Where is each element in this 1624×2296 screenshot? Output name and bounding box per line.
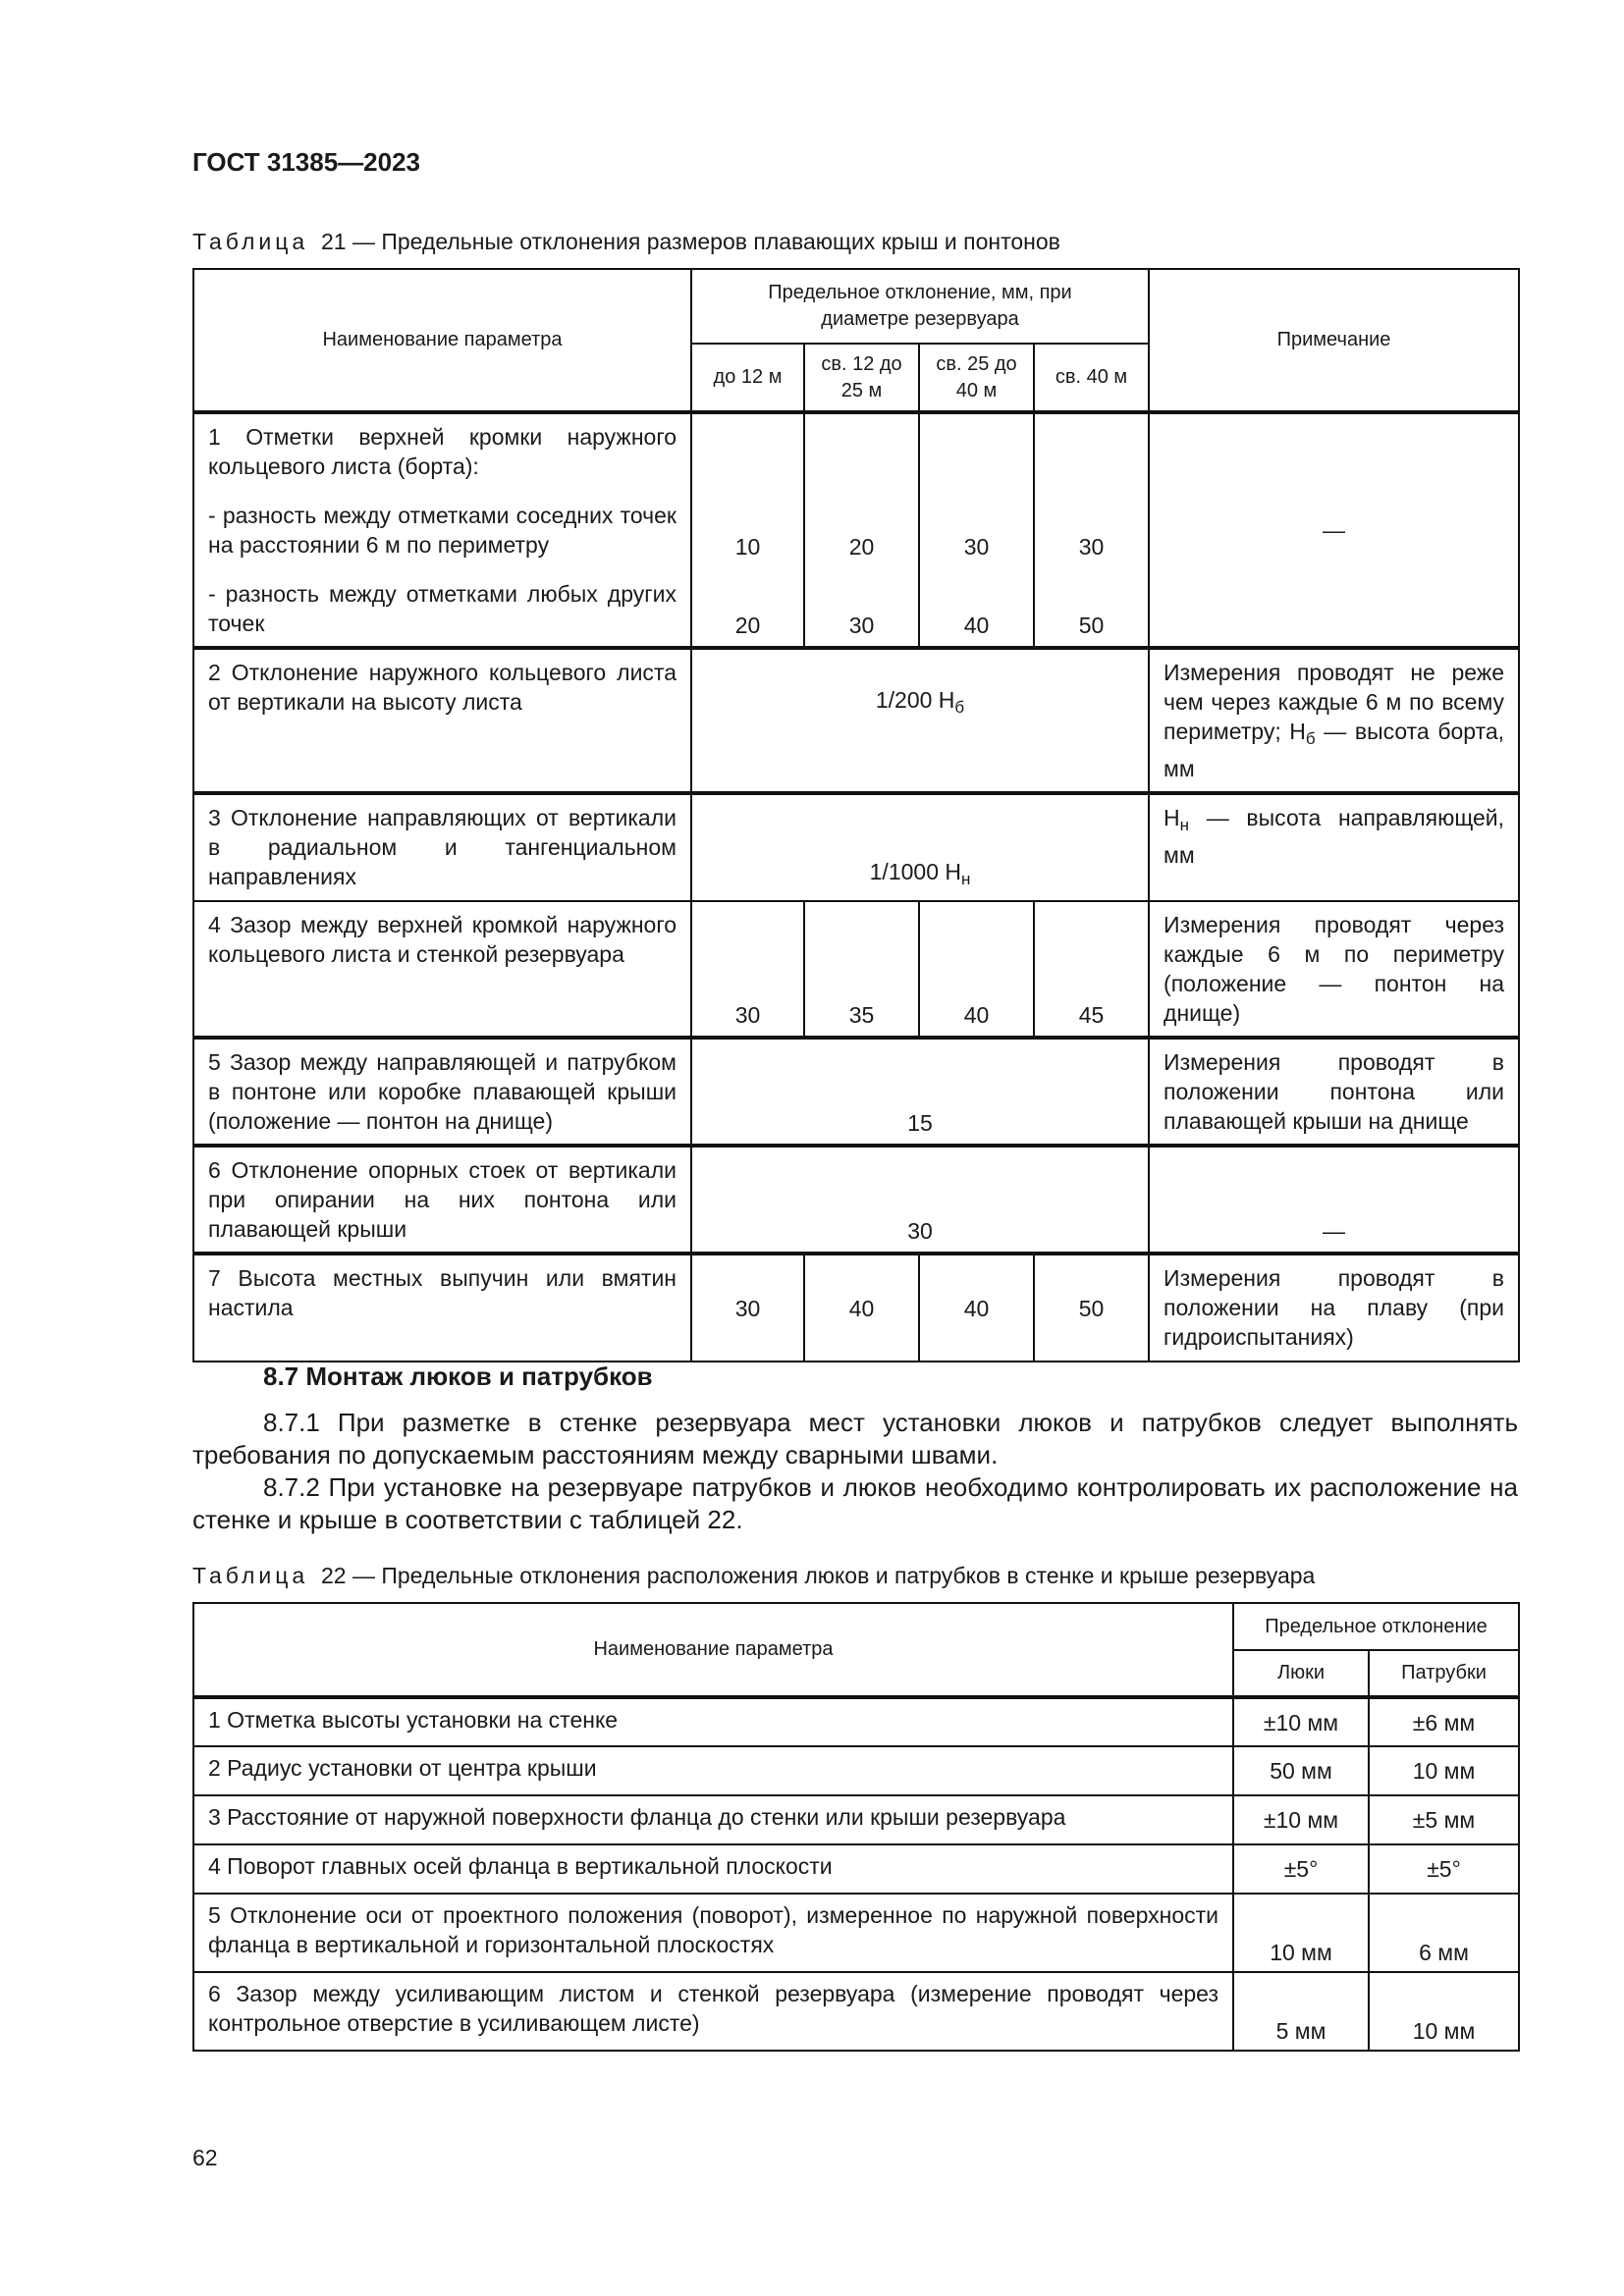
- page-number: 62: [192, 2145, 218, 2170]
- t22-header-name: Наименование параметра: [193, 1603, 1233, 1697]
- t21-header-deviation: Предельное отклонение, мм, при диаметре резервуара: [691, 269, 1149, 344]
- t21-row6-value: 30: [691, 1146, 1149, 1254]
- t21-row1-note: —: [1149, 412, 1519, 648]
- t21-row4-col3: 40: [919, 901, 1034, 1038]
- table-row: [193, 1972, 1519, 2051]
- t21-header-note: Примечание: [1149, 269, 1519, 412]
- t21-row1-col2: 20 30: [804, 412, 919, 648]
- t22-row6-hatches: 5 мм: [1233, 1972, 1369, 2051]
- t21-row3-value: 1/1000 $H_н$: [691, 793, 1149, 901]
- t21-row4-text: 4 Зазор между верхней кромкой наружного кольцевого листа и стенкой резервуара: [193, 901, 691, 1038]
- table-row: [193, 1254, 1519, 1362]
- t22-row6-nozzles: 10 мм: [1369, 1972, 1519, 2051]
- t22-row6-text: 6 Зазор между усиливающим листом и стенкой резервуара (измерение проводят через контрольное отверстие в усиливающем листе): [193, 1972, 1233, 2051]
- t22-header-nozzles: Патрубки: [1369, 1650, 1519, 1697]
- t22-row2-text: 2 Радиус установки от центра крыши: [193, 1746, 1233, 1795]
- t21-row7-col1: 30: [691, 1254, 804, 1362]
- t21-row2-note: Измерения проводят не реже чем через каждые 6 м по всему периметру; $H_б$ — высота борта, мм: [1149, 648, 1519, 793]
- t21-row3-note: $H_н$ — высота направляющей, мм: [1149, 793, 1519, 901]
- t21-row1a-text: - разность между отметками соседних точек на расстоянии 6 м по периметру: [208, 503, 677, 558]
- table-21: [192, 268, 1520, 1362]
- t21-row1b-text: - разность между отметками любых других точек: [208, 581, 677, 636]
- table21-caption-label: Таблица: [192, 229, 309, 254]
- t21-row3-text: 3 Отклонение направляющих от вертикали в радиальном и тангенциальном направлениях: [193, 793, 691, 901]
- t22-header-deviation: Предельное отклонение: [1233, 1603, 1519, 1650]
- t21-row5-text: 5 Зазор между направляющей и патрубком в понтоне или коробке плавающей крыши (положение — понтон на днище): [193, 1038, 691, 1146]
- t22-row5-text: 5 Отклонение оси от проектного положения (поворот), измеренное по наружной поверхности фланца в вертикальной и горизонтальной плоскостях: [193, 1894, 1233, 1972]
- t21-row7-col4: 50: [1034, 1254, 1149, 1362]
- t22-row2-nozzles: 10 мм: [1369, 1746, 1519, 1795]
- t21-row7-col3: 40: [919, 1254, 1034, 1362]
- t22-row1-text: 1 Отметка высоты установки на стенке: [193, 1697, 1233, 1746]
- t22-row3-hatches: ±10 мм: [1233, 1795, 1369, 1844]
- t21-row6-note: —: [1149, 1146, 1519, 1254]
- table-row: [193, 412, 1519, 648]
- t21-subcol-3: св. 25 до 40 м: [919, 344, 1034, 412]
- document-code: ГОСТ 31385—2023: [192, 147, 420, 177]
- table-row: [193, 793, 1519, 901]
- t22-row1-hatches: ±10 мм: [1233, 1697, 1369, 1746]
- t21-row4-note: Измерения проводят через каждые 6 м по периметру (положение — понтон на днище): [1149, 901, 1519, 1038]
- section-heading: 8.7 Монтаж люков и патрубков: [263, 1362, 653, 1391]
- paragraph-8-7-2: 8.7.2 При установке на резервуаре патрубков и люков необходимо контролировать их расположение на стенке и крыше в соответствии с таблицей 22.: [192, 1472, 1518, 1534]
- table-row: [193, 648, 1519, 793]
- t22-row4-nozzles: ±5°: [1369, 1844, 1519, 1894]
- t22-row3-text: 3 Расстояние от наружной поверхности фланца до стенки или крыши резервуара: [193, 1795, 1233, 1844]
- t21-row6-text: 6 Отклонение опорных стоек от вертикали при опирании на них понтона или плавающей крыши: [193, 1146, 691, 1254]
- t22-row4-hatches: ±5°: [1233, 1844, 1369, 1894]
- table-row: [193, 1697, 1519, 1746]
- table-row: [193, 1795, 1519, 1844]
- t22-row1-nozzles: ±6 мм: [1369, 1697, 1519, 1746]
- t21-row7-text: 7 Высота местных выпучин или вмятин настила: [193, 1254, 691, 1362]
- t21-row1-col4: 30 50: [1034, 412, 1149, 648]
- paragraph-8-7-1: 8.7.1 При разметке в стенке резервуара мест установки люков и патрубков следует выполнять требования по допускаемым расстояниям между сварными швами.: [192, 1408, 1518, 1469]
- t21-row4-col4: 45: [1034, 901, 1149, 1038]
- t21-row1-col3: 30 40: [919, 412, 1034, 648]
- t21-row1-col1: 10 20: [691, 412, 804, 648]
- t21-subcol-2: св. 12 до 25 м: [804, 344, 919, 412]
- t21-row4-col1: 30: [691, 901, 804, 1038]
- table21-caption: [192, 229, 1060, 255]
- t22-row4-text: 4 Поворот главных осей фланца в вертикальной плоскости: [193, 1844, 1233, 1894]
- table-row: [193, 901, 1519, 1038]
- t21-row5-value: 15: [691, 1038, 1149, 1146]
- t21-row2-text: 2 Отклонение наружного кольцевого листа от вертикали на высоту листа: [193, 648, 691, 793]
- table21-caption-text: 21 — Предельные отклонения размеров плавающих крыш и понтонов: [320, 229, 1060, 254]
- table22-caption-text: 22 — Предельные отклонения расположения люков и патрубков в стенке и крыше резервуара: [320, 1563, 1316, 1588]
- table-row: [193, 1844, 1519, 1894]
- t21-row7-note: Измерения проводят в положении на плаву (при гидроиспытаниях): [1149, 1254, 1519, 1362]
- t22-header-hatches: Люки: [1233, 1650, 1369, 1697]
- t22-row5-hatches: 10 мм: [1233, 1894, 1369, 1972]
- table22-caption: [192, 1563, 1315, 1589]
- t21-row7-col2: 40: [804, 1254, 919, 1362]
- table-row: [193, 1894, 1519, 1972]
- t21-row1-title: 1 Отметки верхней кромки наружного кольцевого листа (борта):: [208, 424, 677, 479]
- t22-row2-hatches: 50 мм: [1233, 1746, 1369, 1795]
- t21-row4-col2: 35: [804, 901, 919, 1038]
- t21-row1-text: [193, 412, 691, 648]
- table22-caption-label: Таблица: [192, 1563, 309, 1588]
- t21-subcol-4: св. 40 м: [1034, 344, 1149, 412]
- t22-row5-nozzles: 6 мм: [1369, 1894, 1519, 1972]
- table-row: [193, 1146, 1519, 1254]
- t22-row3-nozzles: ±5 мм: [1369, 1795, 1519, 1844]
- table-22: [192, 1602, 1520, 2052]
- table-row: [193, 1038, 1519, 1146]
- t21-subcol-1: до 12 м: [691, 344, 804, 412]
- t21-row2-value: 1/200 $H_б$: [691, 648, 1149, 793]
- table-row: [193, 1746, 1519, 1795]
- t21-header-name: Наименование параметра: [193, 269, 691, 412]
- t21-row5-note: Измерения проводят в положении понтона или плавающей крыши на днище: [1149, 1038, 1519, 1146]
